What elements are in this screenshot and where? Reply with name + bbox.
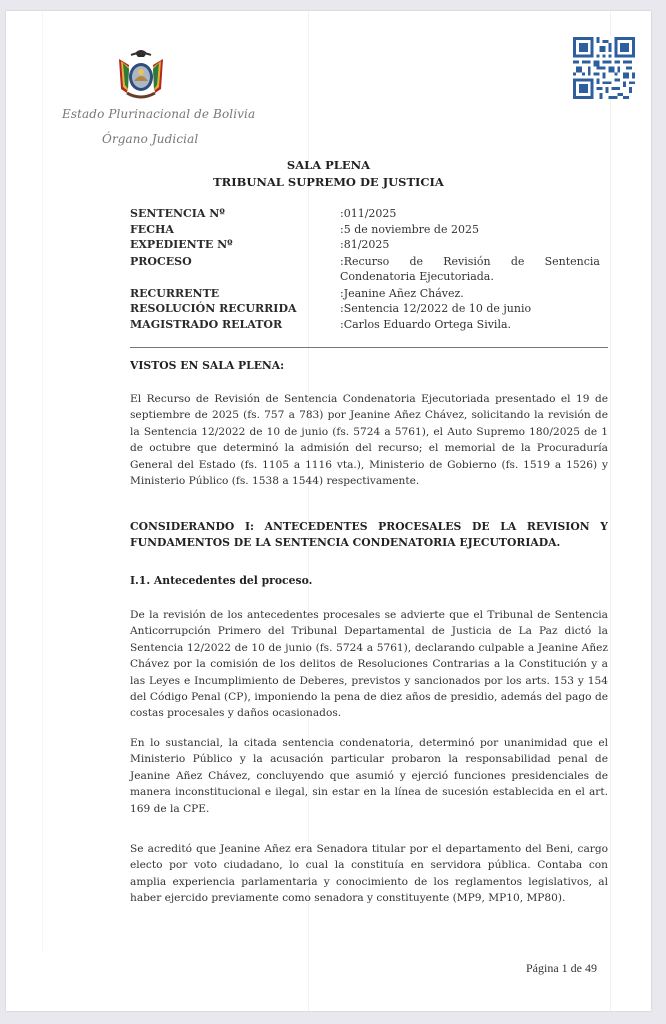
institution-name: Estado Plurinacional de Bolivia xyxy=(62,107,256,121)
section-heading-considerando: CONSIDERANDO I: ANTECEDENTES PROCESALES DE LA REVISION Y FUNDAMENTOS DE LA SENTENCIA CONDENATORIA EJECUTORIADA. xyxy=(130,520,608,550)
paragraph-antecedentes: De la revisión de los antecedentes procesales se advierte que el Tribunal de Sentencia Anticorrupción Primero del Tribunal Departamental de Justicia de La Paz dictó la Sentencia 12/2022 de 10 de junio (fs. 5724 a 5761), declarando culpable a Jeanine Añez Chávez por la comisión de los delitos de Resoluciones Contrarias a la Constitución y a las Leyes e Incumplimiento de Deberes, previstos y sancionados por los arts. 153 y 154 del Código Penal (CP), imponiendo la pena de diez años de presidio, además del pago de costas procesales y daños ocasionados. xyxy=(130,609,608,720)
institution-organ: Órgano Judicial xyxy=(102,132,199,146)
document-page xyxy=(6,11,651,1011)
meta-key: EXPEDIENTE Nº xyxy=(130,238,233,251)
paragraph-vistos: El Recurso de Revisión de Sentencia Condenatoria Ejecutoriada presentado el 19 de septiembre de 2025 (fs. 757 a 783) por Jeanine Añez Chávez, solicitando la revisión de la Sentencia 12/2022 de 10 de junio (fs. 5724 a 5761), el Auto Supremo 180/2025 de 1 de octubre que determinó la admisión del recurso; el memorial de la Procuraduría General del Estado (fs. 1105 a 1116 vta.), Ministerio de Gobierno (fs. 1519 a 1526) y Ministerio Público (fs. 1538 a 1544) respectivamente. xyxy=(130,393,608,488)
document-title xyxy=(6,157,651,191)
meta-row-resolucion xyxy=(130,301,600,317)
meta-row-magistrado xyxy=(130,317,600,333)
meta-key: FECHA xyxy=(130,222,174,236)
title-sala-plena: SALA PLENA xyxy=(286,158,371,172)
case-metadata xyxy=(130,206,600,332)
qr-code-icon[interactable] xyxy=(573,37,635,99)
meta-row-proceso xyxy=(130,254,600,285)
title-tribunal: TRIBUNAL SUPREMO DE JUSTICIA xyxy=(213,175,444,189)
meta-key: SENTENCIA Nº xyxy=(130,207,225,220)
meta-row-expediente xyxy=(130,237,600,253)
section-heading-vistos: VISTOS EN SALA PLENA: xyxy=(130,359,285,372)
meta-value: :Sentencia 12/2022 de 10 de junio xyxy=(340,302,532,315)
meta-value: :5 de noviembre de 2025 xyxy=(340,222,479,236)
meta-value: :011/2025 xyxy=(340,207,397,220)
meta-key: PROCESO xyxy=(130,254,192,268)
divider xyxy=(130,347,608,348)
paragraph-acredito: Se acreditó que Jeanine Añez era Senadora titular por el departamento del Beni, cargo electo por voto ciudadano, lo cual la constituía en servidora pública. Contaba con amplia experiencia parlamentaria y conocimiento de los reglamentos legislativos, al haber ejercido previamente como senadora y constituyente (MP9, MP10, MP80). xyxy=(130,843,608,905)
meta-value: :Carlos Eduardo Ortega Sivila. xyxy=(340,317,512,331)
meta-key: RECURRENTE xyxy=(130,286,220,300)
meta-value: :Recurso de Revisión de Sentencia Condenatoria Ejecutoriada. xyxy=(340,254,600,283)
subsection-heading: I.1. Antecedentes del proceso. xyxy=(130,574,313,587)
page-number: Página 1 de 49 xyxy=(526,961,597,975)
meta-row-sentencia xyxy=(130,206,600,222)
paragraph-sustancial: En lo sustancial, la citada sentencia condenatoria, determinó por unanimidad que el Ministerio Público y la acusación particular probaron la responsabilidad penal de Jeanine Añez Chávez, concluyendo que asumió y ejerció funciones presidenciales de manera inconstitucional e ilegal, sin estar en la línea de sucesión establecida en el art. 169 de la CPE. xyxy=(130,737,608,815)
meta-value: :81/2025 xyxy=(340,238,390,251)
coat-of-arms-icon xyxy=(113,45,169,101)
meta-row-recurrente xyxy=(130,286,600,302)
meta-value: :Jeanine Añez Chávez. xyxy=(340,286,464,300)
page-fold-line xyxy=(42,11,43,951)
meta-key: RESOLUCIÓN RECURRIDA xyxy=(130,302,297,315)
meta-key: MAGISTRADO RELATOR xyxy=(130,317,283,331)
meta-row-fecha xyxy=(130,222,600,238)
